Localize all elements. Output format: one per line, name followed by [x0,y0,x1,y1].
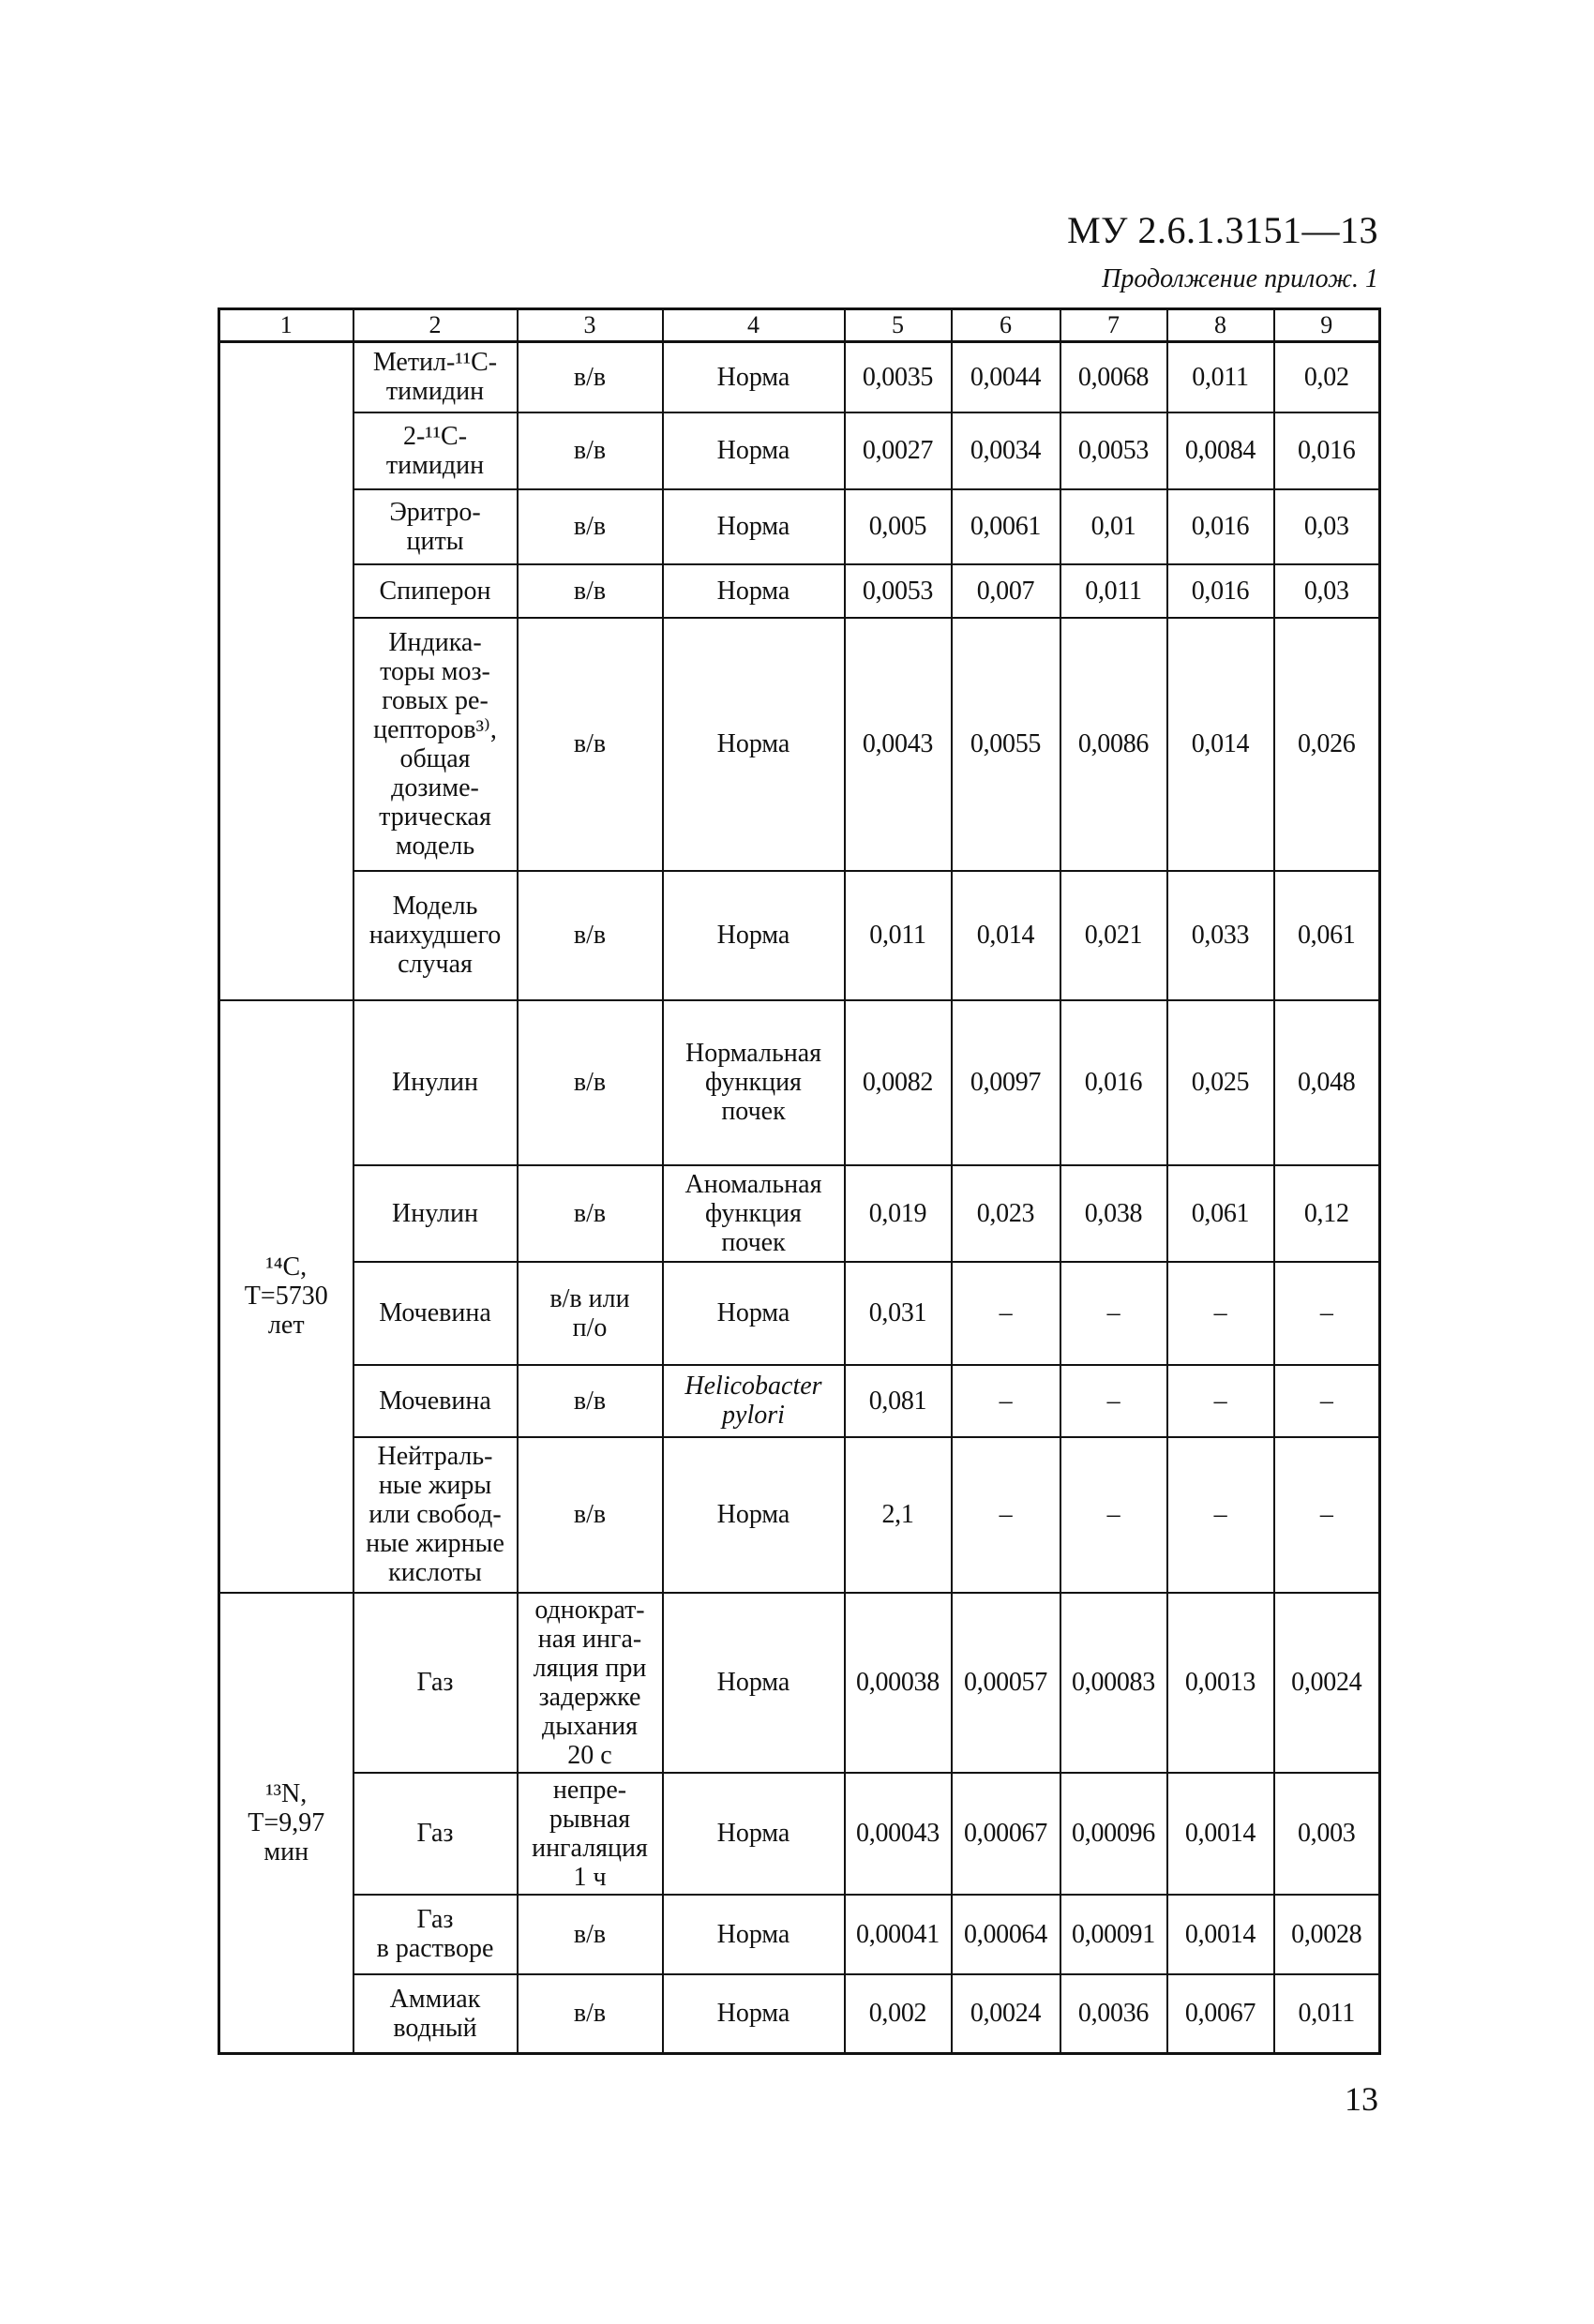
condition-cell [663,1365,845,1437]
route-cell-line: дыхания [542,1711,638,1741]
value-cell: – [1167,1365,1274,1437]
value-cell: – [1274,1262,1380,1365]
compound-cell-line: Аммиак [389,1984,481,2014]
isotope-cell [219,342,353,1000]
compound-cell [353,871,518,1000]
route-cell [518,1773,663,1895]
table-row [219,1773,1380,1895]
compound-cell-line: 2-¹¹С- [402,421,468,451]
column-number: 9 [1274,309,1380,342]
column-number: 7 [1060,309,1167,342]
value-cell: 0,011 [845,871,952,1000]
route-cell-line: в/в [573,1386,607,1416]
route-cell [518,1593,663,1773]
value-cell: 0,014 [1167,618,1274,871]
compound-cell-line: или свобод- [368,1500,502,1529]
table-body [219,342,1380,2054]
compound-cell-line: дозиме- [391,772,479,802]
route-cell [518,1437,663,1593]
value-cell: 0,00043 [845,1773,952,1895]
route-cell-line: ингаляция [532,1833,648,1863]
value-cell: 0,023 [952,1165,1060,1262]
value-cell: – [1060,1262,1167,1365]
value-cell: 0,033 [1167,871,1274,1000]
value-cell: 0,026 [1274,618,1380,871]
value-cell: 0,0013 [1167,1593,1274,1773]
condition-cell-line: Helicobacter [684,1372,822,1401]
value-cell: – [952,1365,1060,1437]
route-cell [518,1262,663,1365]
condition-cell-line: Норма [716,1999,790,2029]
value-cell: 0,0014 [1167,1773,1274,1895]
page-number: 13 [1345,2080,1378,2118]
route-cell-line: 20 с [567,1740,612,1770]
route-cell [518,1974,663,2054]
value-cell: 0,016 [1060,1000,1167,1165]
compound-cell [353,489,518,564]
isotope-line: Т=9,97 [248,1807,325,1837]
value-cell: 0,0097 [952,1000,1060,1165]
value-cell: 0,00091 [1060,1895,1167,1974]
value-cell: 0,002 [845,1974,952,2054]
compound-cell-line: наихудшего [368,921,502,950]
dose-coefficients-table [218,307,1381,2055]
compound-cell-line: Эритро- [389,497,481,527]
condition-cell-line: Норма [716,921,790,950]
condition-cell [663,1895,845,1974]
route-cell-line: ная инга- [537,1624,642,1654]
value-cell: 0,0043 [845,618,952,871]
route-cell-line: в/в [573,921,607,950]
compound-cell-line: Нейтраль- [377,1442,493,1471]
condition-cell [663,1165,845,1262]
compound-cell [353,1974,518,2054]
value-cell: 0,00057 [952,1593,1060,1773]
route-cell-line: рывная [549,1804,631,1834]
table-row [219,1262,1380,1365]
value-cell: 0,0024 [1274,1593,1380,1773]
compound-cell [353,1593,518,1773]
condition-cell-line: Норма [716,436,790,465]
value-cell: 0,03 [1274,489,1380,564]
compound-cell [353,342,518,412]
compound-cell-line: Мочевина [379,1298,491,1327]
compound-cell-line: ные жиры [378,1471,492,1500]
value-cell: 0,0027 [845,412,952,489]
isotope-line: мин [263,1837,309,1867]
condition-cell-line: Норма [716,512,790,541]
route-cell-line: в/в [573,1999,607,2029]
route-cell-line: ляция при [533,1653,647,1683]
value-cell: 0,011 [1060,564,1167,618]
value-cell: – [1274,1365,1380,1437]
value-cell: 0,0014 [1167,1895,1274,1974]
table-row [219,342,1380,412]
table-row [219,1165,1380,1262]
value-cell: 0,019 [845,1165,952,1262]
value-cell: 0,031 [845,1262,952,1365]
condition-cell [663,1974,845,2054]
value-cell: 0,12 [1274,1165,1380,1262]
condition-cell-line: Норма [716,362,790,392]
compound-cell-line: Индика- [388,627,482,657]
value-cell: 0,00096 [1060,1773,1167,1895]
compound-cell-line: Газ [416,1819,454,1848]
value-cell: 0,016 [1167,489,1274,564]
condition-cell-line: Норма [716,1500,790,1529]
value-cell: 0,0084 [1167,412,1274,489]
compound-cell [353,1437,518,1593]
condition-cell-line: Норма [716,1819,790,1848]
compound-cell-line: Метил-¹¹С- [372,348,498,378]
table-row [219,871,1380,1000]
value-cell: 0,007 [952,564,1060,618]
compound-cell-line: модель [395,831,475,861]
value-cell: 0,081 [845,1365,952,1437]
value-cell: 0,016 [1274,412,1380,489]
table-row [219,1365,1380,1437]
value-cell: 0,011 [1167,342,1274,412]
condition-cell [663,342,845,412]
condition-cell-line: Норма [716,1919,790,1949]
value-cell: 0,01 [1060,489,1167,564]
value-cell: – [1274,1437,1380,1593]
route-cell [518,342,663,412]
value-cell: 0,021 [1060,871,1167,1000]
table-row [219,489,1380,564]
compound-cell-line: тимидин [385,450,485,480]
value-cell: 0,0034 [952,412,1060,489]
condition-cell [663,564,845,618]
value-cell: 0,02 [1274,342,1380,412]
route-cell [518,1895,663,1974]
route-cell-line: в/в [573,362,607,392]
value-cell: 0,0036 [1060,1974,1167,2054]
value-cell: 0,038 [1060,1165,1167,1262]
continuation-note: Продолжение прилож. 1 [1102,264,1378,293]
compound-cell-line: Газ [416,1905,454,1934]
route-cell-line: в/в [573,1198,607,1228]
column-number: 2 [353,309,518,342]
compound-cell-line: Спиперон [379,576,491,606]
condition-cell-line: Норма [716,1298,790,1327]
route-cell-line: 1 ч [573,1862,607,1892]
value-cell: 0,00041 [845,1895,952,1974]
route-cell [518,871,663,1000]
condition-cell-line: функция [705,1198,802,1228]
compound-cell-line: торы моз- [380,656,490,686]
compound-cell-line: ные жирные [366,1529,504,1558]
compound-cell [353,1773,518,1895]
value-cell: 0,0082 [845,1000,952,1165]
compound-cell-line: Газ [416,1668,454,1697]
isotope-line: ¹⁴С, [265,1252,308,1282]
value-cell: 0,00038 [845,1593,952,1773]
column-number: 3 [518,309,663,342]
value-cell: 0,011 [1274,1974,1380,2054]
value-cell: 0,0024 [952,1974,1060,2054]
compound-cell-line: тимидин [385,377,485,407]
value-cell: 2,1 [845,1437,952,1593]
compound-cell-line: циты [406,526,464,556]
condition-cell [663,1593,845,1773]
condition-cell-line: почек [721,1097,786,1126]
route-cell [518,1000,663,1165]
isotope-cell [219,1593,353,2054]
route-cell-line: в/в [573,1500,607,1529]
compound-cell [353,1000,518,1165]
route-cell-line: в/в [573,729,607,758]
value-cell: 0,0053 [1060,412,1167,489]
column-number: 8 [1167,309,1274,342]
compound-cell-line: Инулин [392,1068,478,1097]
value-cell: 0,00064 [952,1895,1060,1974]
column-number-row [219,309,1380,342]
route-cell-line: в/в [573,512,607,541]
condition-cell [663,871,845,1000]
isotope-cell [219,1000,353,1593]
value-cell: 0,014 [952,871,1060,1000]
value-cell: 0,016 [1167,564,1274,618]
route-cell [518,489,663,564]
compound-cell-line: общая [399,743,471,773]
compound-cell-line: Мочевина [379,1386,491,1416]
condition-cell-line: функция [705,1068,802,1097]
value-cell: 0,0068 [1060,342,1167,412]
value-cell: 0,0067 [1167,1974,1274,2054]
route-cell-line: в/в [573,1919,607,1949]
compound-cell-line: Инулин [392,1198,478,1228]
route-cell-line: задержке [538,1682,641,1712]
condition-cell-line: Норма [716,1668,790,1697]
column-number: 5 [845,309,952,342]
compound-cell [353,1165,518,1262]
condition-cell-line: Норма [716,576,790,606]
table-row [219,1000,1380,1165]
condition-cell-line: Нормальная [684,1039,822,1068]
route-cell-line: в/в [573,576,607,606]
condition-cell [663,1262,845,1365]
compound-cell-line: цепторов³⁾, [373,714,497,744]
value-cell: 0,0061 [952,489,1060,564]
document-code: МУ 2.6.1.3151—13 [1067,209,1378,251]
route-cell-line: однократ- [534,1595,645,1625]
isotope-line: Т=5730 [244,1282,328,1311]
value-cell: 0,0086 [1060,618,1167,871]
condition-cell-line: Норма [716,729,790,758]
value-cell: – [1060,1437,1167,1593]
route-cell [518,564,663,618]
column-number: 6 [952,309,1060,342]
column-number: 4 [663,309,845,342]
table-row [219,1437,1380,1593]
condition-cell [663,1773,845,1895]
table-row [219,412,1380,489]
value-cell: 0,0035 [845,342,952,412]
condition-cell [663,618,845,871]
route-cell-line: непре- [552,1775,627,1805]
compound-cell [353,1262,518,1365]
value-cell: 0,03 [1274,564,1380,618]
value-cell: – [1167,1437,1274,1593]
condition-cell-line: Аномальная [684,1169,822,1199]
value-cell: 0,00083 [1060,1593,1167,1773]
table-row [219,1593,1380,1773]
condition-cell [663,412,845,489]
isotope-line: лет [267,1311,305,1340]
compound-cell [353,1365,518,1437]
condition-cell-line: почек [721,1227,786,1257]
table-row [219,618,1380,871]
compound-cell [353,412,518,489]
value-cell: 0,003 [1274,1773,1380,1895]
value-cell: 0,005 [845,489,952,564]
value-cell: 0,0055 [952,618,1060,871]
condition-cell [663,1437,845,1593]
compound-cell-line: говых ре- [382,685,489,715]
value-cell: – [1060,1365,1167,1437]
condition-cell-line: pylori [722,1401,785,1430]
condition-cell [663,489,845,564]
route-cell [518,1365,663,1437]
table-row [219,1895,1380,1974]
value-cell: 0,048 [1274,1000,1380,1165]
value-cell: – [1167,1262,1274,1365]
route-cell-line: в/в [573,1068,607,1097]
isotope-line: ¹³N, [265,1778,308,1808]
compound-cell [353,564,518,618]
value-cell: 0,061 [1274,871,1380,1000]
value-cell: – [952,1262,1060,1365]
route-cell [518,412,663,489]
condition-cell [663,1000,845,1165]
route-cell-line: п/о [572,1312,608,1342]
route-cell-line: в/в или [549,1283,630,1313]
value-cell: 0,061 [1167,1165,1274,1262]
column-number: 1 [219,309,353,342]
value-cell: 0,00067 [952,1773,1060,1895]
compound-cell-line: Модель [392,892,478,921]
compound-cell-line: трическая [379,802,491,832]
value-cell: 0,0028 [1274,1895,1380,1974]
compound-cell-line: водный [393,2013,477,2043]
compound-cell-line: случая [398,950,473,979]
table-row [219,564,1380,618]
compound-cell [353,1895,518,1974]
value-cell: 0,025 [1167,1000,1274,1165]
value-cell: – [952,1437,1060,1593]
compound-cell [353,618,518,871]
compound-cell-line: в растворе [376,1934,494,1963]
route-cell [518,618,663,871]
compound-cell-line: кислоты [388,1558,482,1587]
route-cell-line: в/в [573,436,607,465]
value-cell: 0,0053 [845,564,952,618]
table-row [219,1974,1380,2054]
route-cell [518,1165,663,1262]
value-cell: 0,0044 [952,342,1060,412]
